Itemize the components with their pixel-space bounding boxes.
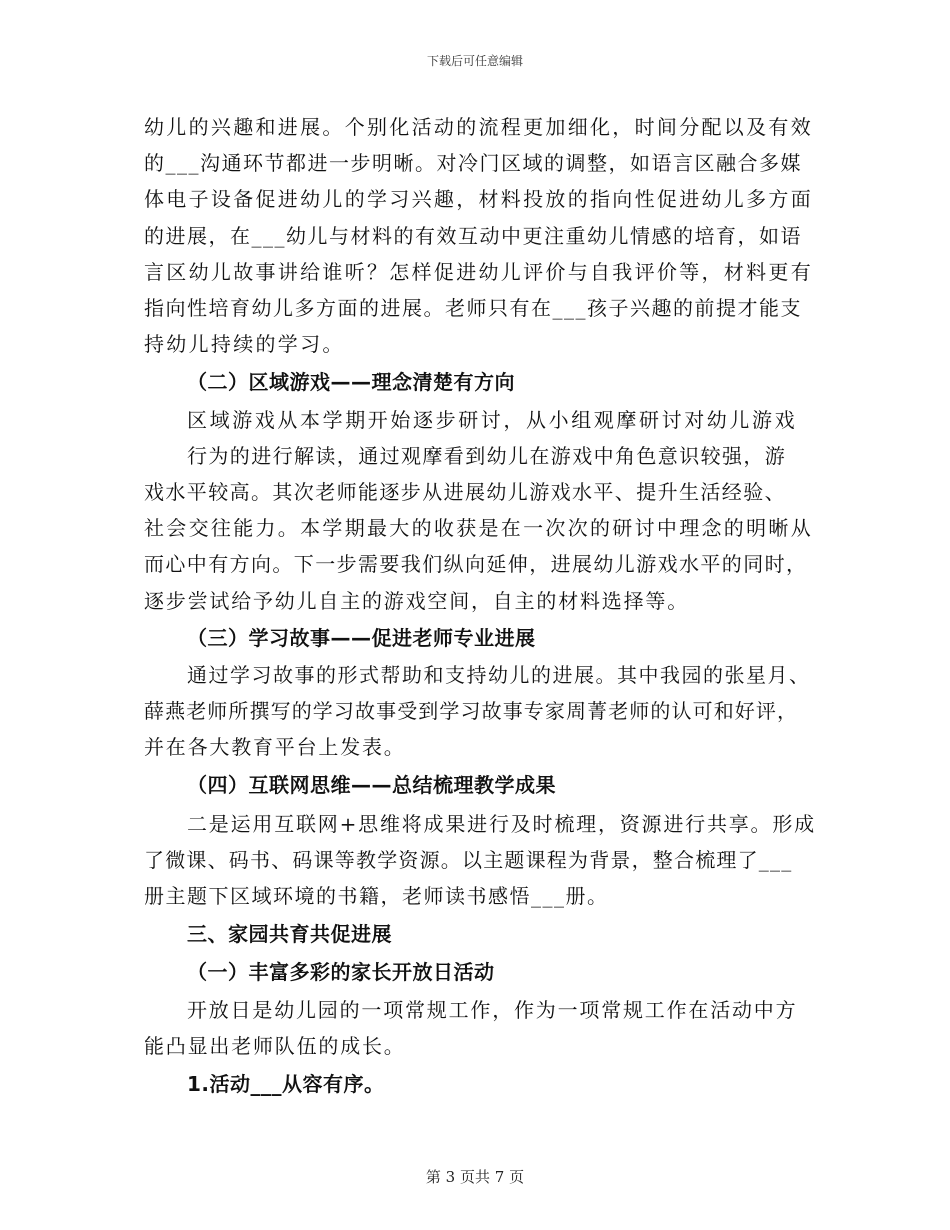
body-line: 了微课、码书、码课等教学资源。以主题课程为背景，整合梳理了___ bbox=[144, 848, 793, 872]
body-line: 言区幼儿故事讲给谁听？怎样促进幼儿评价与自我评价等，材料更有 bbox=[144, 260, 813, 284]
body-line: 指向性培育幼儿多方面的进展。老师只有在___孩子兴趣的前提才能支 bbox=[144, 296, 802, 320]
body-line: 二是运用互联网+思维将成果进行及时梳理，资源进行共享。形成 bbox=[187, 812, 816, 836]
section-heading: （一）丰富多彩的家长开放日活动 bbox=[187, 960, 495, 984]
body-line: 行为的进行解读，通过观摩看到幼儿在游戏中角色意识较强，游 bbox=[187, 444, 787, 468]
body-line: 的___沟通环节都进一步明晰。对冷门区域的调整，如语言区融合多媒 bbox=[144, 151, 802, 175]
body-line: 戏水平较高。其次老师能逐步从进展幼儿游戏水平、提升生活经验、 bbox=[144, 480, 786, 504]
page-footer: 第 3 页共 7 页 bbox=[425, 1168, 525, 1186]
page-header: 下载后可任意编辑 bbox=[426, 54, 523, 68]
section-heading: 三、家园共育共促进展 bbox=[187, 922, 392, 946]
body-line: 持幼儿持续的学习。 bbox=[144, 332, 345, 356]
body-line: 而心中有方向。下一步需要我们纵向延伸，进展幼儿游戏水平的同时， bbox=[144, 552, 808, 576]
body-line: 薛燕老师所撰写的学习故事受到学习故事专家周菁老师的认可和好评， bbox=[144, 699, 799, 723]
section-heading: （三）学习故事——促进老师专业进展 bbox=[187, 626, 536, 650]
section-heading: 1.活动___从容有序。 bbox=[187, 1072, 385, 1096]
body-line: 册主题下区域环境的书籍，老师读书感悟___册。 bbox=[144, 884, 609, 908]
body-line: 通过学习故事的形式帮助和支持幼儿的进展。其中我园的张星月、 bbox=[187, 663, 811, 687]
body-line: 逐步尝试给予幼儿自主的游戏空间，自主的材料选择等。 bbox=[144, 589, 689, 613]
body-line: 区域游戏从本学期开始逐步研讨，从小组观摩研讨对幼儿游戏 bbox=[187, 408, 798, 432]
body-line: 社会交往能力。本学期最大的收获是在一次次的研讨中理念的明晰从 bbox=[144, 516, 813, 540]
body-line: 能凸显出老师队伍的成长。 bbox=[144, 1034, 406, 1058]
body-line: 幼儿的兴趣和进展。个别化活动的流程更加细化，时间分配以及有效 bbox=[144, 115, 813, 139]
body-line: 并在各大教育平台上发表。 bbox=[144, 735, 406, 759]
body-line: 体电子设备促进幼儿的学习兴趣，材料投放的指向性促进幼儿多方面 bbox=[144, 187, 813, 211]
section-heading: （二）区域游戏——理念清楚有方向 bbox=[187, 370, 515, 394]
body-line: 的进展，在___幼儿与材料的有效互动中更注重幼儿情感的培育，如语 bbox=[144, 224, 802, 248]
section-heading: （四）互联网思维——总结梳理教学成果 bbox=[187, 773, 556, 797]
body-line: 开放日是幼儿园的一项常规工作，作为一项常规工作在活动中方 bbox=[187, 998, 798, 1022]
